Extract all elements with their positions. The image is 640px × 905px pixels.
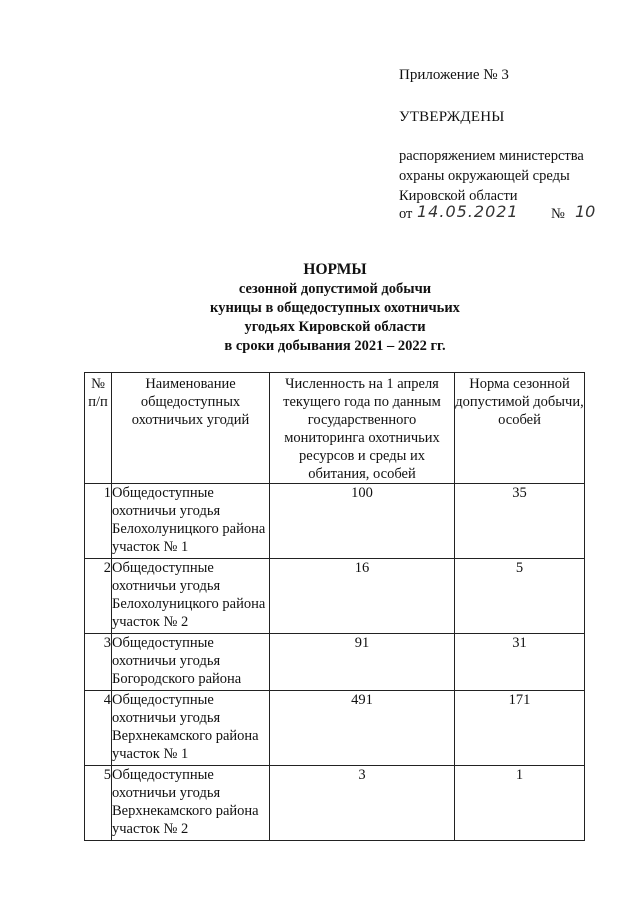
table-row xyxy=(85,766,585,841)
column-header-number: № п/п xyxy=(85,373,112,484)
column-header-norm: Норма сезонной допустимой добычи, особей xyxy=(455,373,585,484)
title-line: куницы в общедоступных охотничьих xyxy=(210,300,460,316)
row-name: Общедоступные охотничьи угодья Верхнекамского района участок № 1 xyxy=(112,691,270,766)
row-count: 491 xyxy=(270,691,455,766)
handwritten-date: 14.05.2021 xyxy=(417,202,519,221)
row-name: Общедоступные охотничьи угодья Верхнекамского района участок № 2 xyxy=(112,766,270,841)
title-line: в сроки добывания 2021 – 2022 гг. xyxy=(224,338,446,354)
row-number: 2 xyxy=(85,559,112,634)
row-count: 3 xyxy=(270,766,455,841)
date-label: от xyxy=(399,206,413,222)
order-issuer xyxy=(399,146,629,206)
order-issuer-line: распоряжением министерства xyxy=(399,148,584,164)
norms-table xyxy=(84,372,585,841)
order-issuer-line: охраны окружающей среды xyxy=(399,168,570,184)
appendix-number: Приложение № 3 xyxy=(399,67,509,83)
row-name: Общедоступные охотничьи угодья Белохолуницкого района участок № 1 xyxy=(112,484,270,559)
row-number: 3 xyxy=(85,634,112,691)
row-norm: 5 xyxy=(455,559,585,634)
row-count: 16 xyxy=(270,559,455,634)
row-number: 4 xyxy=(85,691,112,766)
table-row xyxy=(85,559,585,634)
order-date-row xyxy=(399,203,629,227)
title-line: угодьях Кировской области xyxy=(244,319,426,335)
row-number: 5 xyxy=(85,766,112,841)
table-row xyxy=(85,634,585,691)
row-norm: 171 xyxy=(455,691,585,766)
row-number: 1 xyxy=(85,484,112,559)
order-issuer-line: Кировской области xyxy=(399,188,518,204)
title-line: сезонной допустимой добычи xyxy=(238,281,432,297)
row-norm: 35 xyxy=(455,484,585,559)
column-header-count: Численность на 1 апреля текущего года по данным государственного мониторинга охотничьих ресурсов и среды их обитания, особей xyxy=(270,373,455,484)
table-row xyxy=(85,691,585,766)
column-header-name: Наименование общедоступных охотничьих угодий xyxy=(112,373,270,484)
handwritten-number: 10 xyxy=(575,202,596,221)
row-name: Общедоступные охотничьи угодья Богородского района xyxy=(112,634,270,691)
row-name: Общедоступные охотничьи угодья Белохолуницкого района участок № 2 xyxy=(112,559,270,634)
row-norm: 1 xyxy=(455,766,585,841)
row-norm: 31 xyxy=(455,634,585,691)
row-count: 91 xyxy=(270,634,455,691)
table-row xyxy=(85,484,585,559)
table-header-row xyxy=(85,373,585,484)
approved-heading: УТВЕРЖДЕНЫ xyxy=(399,109,505,125)
document-title xyxy=(175,259,495,356)
title-main: НОРМЫ xyxy=(303,261,367,278)
number-label: № xyxy=(551,206,565,222)
row-count: 100 xyxy=(270,484,455,559)
